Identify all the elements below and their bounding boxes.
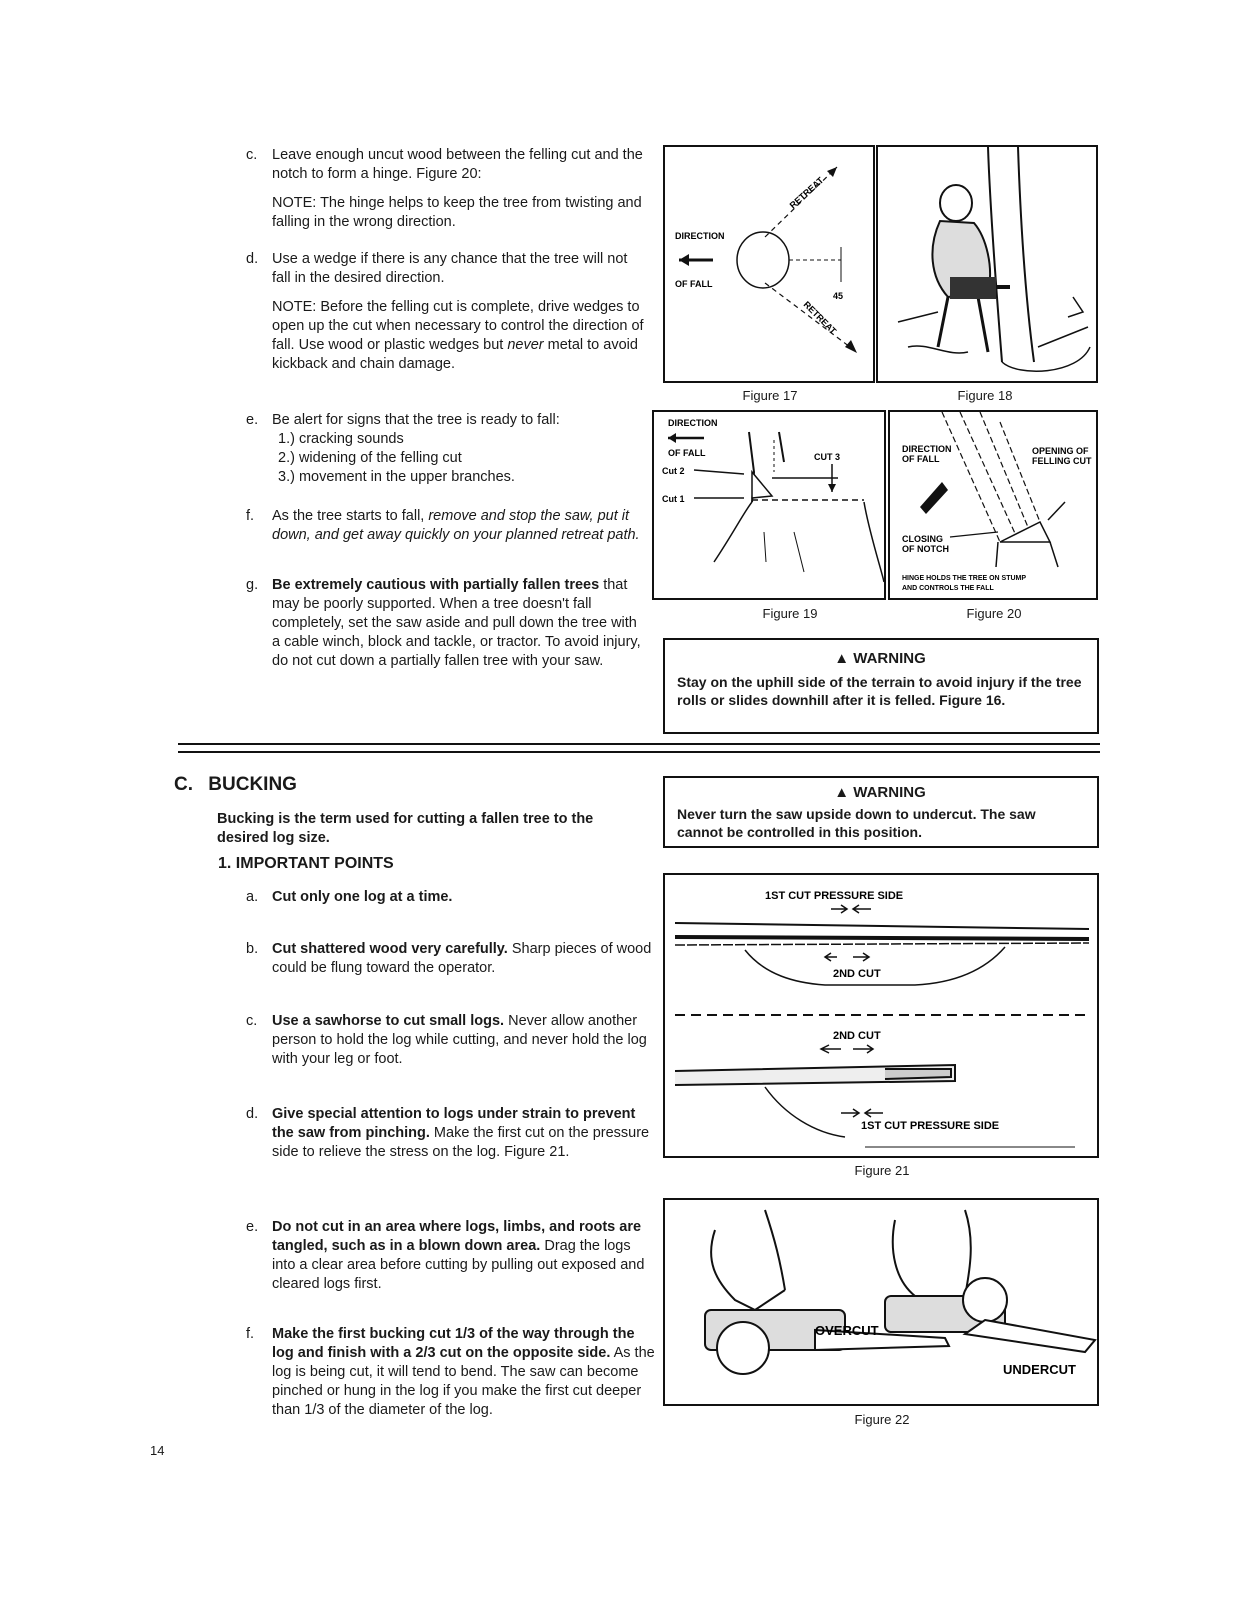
item-letter: c.: [246, 147, 258, 163]
sign-item: 2.) widening of the felling cut: [278, 450, 462, 466]
item-text: Drag the logs into a clear area before cutting by pulling out exposed and cleared logs first.: [272, 1238, 645, 1292]
item-letter: c.: [246, 1013, 258, 1029]
figure-18-caption: Figure 18: [957, 388, 1013, 403]
figure-17-caption: Figure 17: [742, 388, 798, 403]
item-text-bold: Cut shattered wood very carefully.: [272, 941, 508, 957]
felling-item-c: [246, 146, 646, 232]
of-fall-label: OF FALL: [675, 279, 713, 289]
item-text: Sharp pieces of wood could be flung toward the operator.: [272, 941, 652, 976]
warning-box-2: [663, 776, 1099, 848]
figure-20: [888, 410, 1098, 600]
item-letter: g.: [246, 577, 259, 593]
item-text: Use a wedge if there is any chance that the tree will not fall in the desired direction.: [272, 251, 628, 286]
opening-label: OPENING OF: [1032, 446, 1089, 456]
item-letter: f.: [246, 508, 255, 524]
top-second-cut-label: 2ND CUT: [833, 968, 881, 980]
item-text-bold: Do not cut in an area where logs, limbs, and roots are tangled, such as in a blown down area.: [272, 1219, 642, 1254]
sign-item: 3.) movement in the upper branches.: [278, 469, 515, 485]
important-points-heading: 1. IMPORTANT POINTS: [218, 855, 394, 872]
warning-triangle-icon: ▲: [834, 784, 850, 801]
warning-title: ▲ WARNING: [834, 650, 926, 667]
figure-22: [663, 1198, 1099, 1406]
bucking-item-b: [246, 940, 656, 978]
of-fall-label: OF FALL: [902, 454, 940, 464]
figure-21-caption: Figure 21: [854, 1163, 910, 1178]
of-notch-label: OF NOTCH: [902, 544, 949, 554]
item-text: Cut only one log at a time.: [272, 889, 453, 905]
warning-box-1: [663, 638, 1099, 734]
item-letter: e.: [246, 1219, 259, 1235]
bucking-item-f: [246, 1325, 656, 1420]
item-letter: a.: [246, 889, 259, 905]
page-number: 14: [150, 1443, 165, 1458]
felling-item-e: [246, 411, 646, 487]
figure-21: [663, 873, 1099, 1158]
felling-item-g: [246, 576, 646, 671]
cut3-label: CUT 3: [814, 452, 841, 462]
note-end: metal to avoid kickback and chain damage.: [272, 337, 638, 372]
note-never: never: [507, 337, 544, 353]
section-title: BUCKING: [208, 774, 297, 795]
felling-cut-label: FELLING CUT: [1032, 456, 1092, 466]
item-text-italic: remove and stop the saw, put it down, and get away quickly on your planned retreat path.: [272, 508, 640, 543]
warning-title: ▲ WARNING: [834, 784, 926, 801]
figure-20-caption: Figure 20: [966, 606, 1022, 621]
warning-text: Never turn the saw upside down to undercut. The saw cannot be controlled in this position.: [677, 806, 1036, 840]
bucking-item-e: [246, 1218, 656, 1294]
of-fall-label: OF FALL: [668, 448, 706, 458]
figure-18-illustration: [878, 147, 1096, 381]
item-text: Make the first cut on the pressure side to relieve the stress on the log. Figure 21.: [272, 1125, 650, 1160]
warning-triangle-icon: ▲: [834, 650, 850, 667]
figure-22-caption: Figure 22: [854, 1412, 910, 1427]
bucking-intro: Bucking is the term used for cutting a fallen tree to the desired log size.: [217, 811, 594, 846]
direction-label: DIRECTION: [902, 444, 952, 454]
item-letter: e.: [246, 412, 259, 428]
item-note: [272, 298, 646, 374]
bottom-first-cut-label: 1ST CUT PRESSURE SIDE: [861, 1120, 1000, 1132]
undercut-label: UNDERCUT: [1003, 1362, 1076, 1377]
figure-22-illustration: [665, 1200, 1097, 1404]
controls-label: AND CONTROLS THE FALL: [902, 585, 994, 592]
bucking-item-a: [246, 888, 656, 907]
direction-label: DIRECTION: [675, 231, 725, 241]
retreat-label-top: RETREAT: [787, 175, 826, 211]
item-text: that may be poorly supported. When a tree doesn't fall completely, set the saw aside and pull down the tree with a cable winch, block and tackle, or tractor. To avoid injury, do not cut down a partially fallen tree with your saw.: [272, 577, 641, 669]
figure-20-diagram: [890, 412, 1096, 598]
figure-19: [652, 410, 886, 600]
figure-17: [663, 145, 875, 383]
angle-label: 45: [833, 291, 844, 301]
item-text: As the log is being cut, it will tend to bend. The saw can become pinched or hung in the log if you make the first cut deeper than 1/3 of the diameter of the log.: [272, 1345, 655, 1418]
item-text-bold: Give special attention to logs under strain to prevent the saw from pinching.: [272, 1106, 636, 1141]
direction-label: DIRECTION: [668, 418, 718, 428]
cut1-label: Cut 1: [662, 494, 685, 504]
hinge-label: HINGE HOLDS THE TREE ON STUMP: [902, 575, 1027, 582]
section-divider: [178, 743, 1100, 753]
item-text-bold: Be extremely cautious with partially fallen trees: [272, 577, 600, 593]
item-text: As the tree starts to fall,: [272, 508, 429, 524]
item-text-bold: Make the first bucking cut 1/3 of the way through the log and finish with a 2/3 cut on the opposite side.: [272, 1326, 635, 1361]
item-text: Be alert for signs that the tree is ready to fall:: [272, 412, 560, 428]
item-letter: f.: [246, 1326, 255, 1342]
felling-item-f: [246, 507, 646, 545]
section-letter: C.: [174, 774, 193, 795]
felling-item-d: [246, 250, 646, 374]
top-first-cut-label: 1ST CUT PRESSURE SIDE: [765, 890, 904, 902]
figure-19-diagram: [654, 412, 884, 598]
sign-item: 1.) cracking sounds: [278, 431, 404, 447]
bucking-item-c: [246, 1012, 656, 1069]
item-text: Never allow another person to hold the log while cutting, and never hold the log with your leg or foot.: [272, 1013, 647, 1067]
overcut-label: OVERCUT: [815, 1323, 879, 1338]
item-note: NOTE: The hinge helps to keep the tree from twisting and falling in the wrong direction.: [272, 195, 642, 230]
bucking-item-d: [246, 1105, 656, 1162]
item-letter: b.: [246, 941, 259, 957]
closing-label: CLOSING: [902, 534, 944, 544]
bottom-second-cut-label: 2ND CUT: [833, 1030, 881, 1042]
bucking-heading: [174, 774, 297, 796]
figure-17-diagram: [665, 147, 873, 381]
note-start: NOTE: Before the felling cut is complete, drive wedges to open up the cut when necessary to control the direction of fall. Use wood or plastic wedges but: [272, 299, 644, 353]
figure-21-diagram: [665, 875, 1097, 1156]
cut2-label: Cut 2: [662, 466, 685, 476]
warning-text: Stay on the uphill side of the terrain to avoid injury if the tree rolls or slides downhill after it is felled. Figure 16.: [677, 674, 1082, 708]
item-text: Leave enough uncut wood between the felling cut and the notch to form a hinge. Figure 20:: [272, 147, 643, 182]
figure-19-caption: Figure 19: [762, 606, 818, 621]
item-letter: d.: [246, 251, 259, 267]
retreat-label-bottom: RETREAT: [801, 299, 839, 337]
figure-18: [876, 145, 1098, 383]
item-text-bold: Use a sawhorse to cut small logs.: [272, 1013, 505, 1029]
item-letter: d.: [246, 1106, 259, 1122]
